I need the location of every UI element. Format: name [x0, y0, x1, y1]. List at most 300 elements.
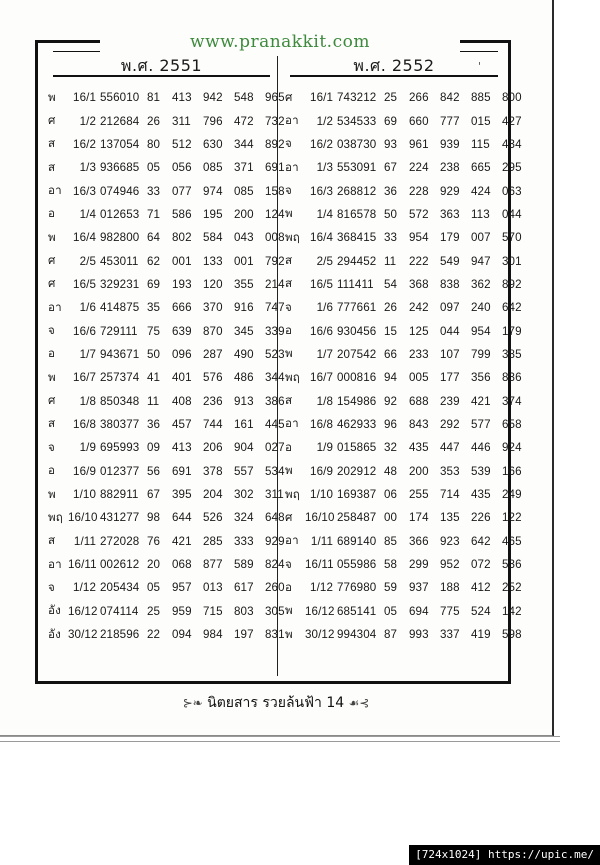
three-digit-c: 486	[234, 371, 254, 385]
two-digit-prize: 50	[384, 207, 398, 221]
result-row	[48, 133, 287, 156]
three-digit-d: 063	[502, 184, 522, 198]
two-digit-prize: 35	[147, 301, 161, 315]
three-digit-b: 013	[203, 581, 223, 595]
draw-date: 1/6	[316, 301, 333, 315]
two-digit-prize: 36	[384, 184, 398, 198]
first-prize: 137054	[100, 137, 140, 151]
three-digit-d: 427	[502, 114, 522, 128]
draw-date: 30/12	[305, 628, 335, 642]
draw-date: 16/1	[310, 91, 333, 105]
result-row	[285, 436, 524, 459]
three-digit-b: 120	[203, 277, 223, 291]
three-digit-d: 831	[265, 628, 285, 642]
draw-date: 16/3	[73, 184, 96, 198]
two-digit-prize: 67	[147, 488, 161, 502]
three-digit-c: 007	[471, 231, 491, 245]
two-digit-prize: 26	[147, 114, 161, 128]
draw-date: 1/8	[316, 394, 333, 408]
weekday-abbr: อ	[48, 207, 56, 221]
three-digit-c: 356	[471, 371, 491, 385]
two-digit-prize: 87	[384, 628, 398, 642]
draw-date: 16/9	[310, 464, 333, 478]
first-prize: 368415	[337, 231, 377, 245]
two-digit-prize: 50	[147, 347, 161, 361]
result-row	[285, 389, 524, 412]
two-digit-prize: 11	[147, 394, 160, 408]
result-row	[48, 436, 287, 459]
weekday-abbr: จ	[285, 184, 292, 198]
result-row	[48, 623, 287, 646]
three-digit-c: 197	[234, 628, 254, 642]
two-digit-prize: 06	[384, 488, 398, 502]
result-row	[48, 460, 287, 483]
three-digit-d: 124	[265, 207, 285, 221]
result-row	[285, 506, 524, 529]
first-prize: 258487	[337, 511, 377, 525]
draw-date: 16/12	[68, 604, 98, 618]
three-digit-d: 824	[265, 558, 285, 572]
three-digit-a: 586	[172, 207, 192, 221]
three-digit-a: 200	[409, 464, 429, 478]
results-column-2552	[285, 86, 524, 646]
weekday-abbr: จ	[285, 557, 292, 571]
three-digit-b: 085	[203, 161, 223, 175]
weekday-abbr: พ	[48, 90, 56, 104]
three-digit-b: 549	[440, 254, 460, 268]
weekday-abbr: ส	[48, 534, 56, 548]
three-digit-c: 472	[234, 114, 254, 128]
three-digit-d: 339	[265, 324, 285, 338]
two-digit-prize: 11	[384, 254, 397, 268]
two-digit-prize: 58	[384, 558, 398, 572]
first-prize: 462933	[337, 417, 377, 431]
three-digit-a: 056	[172, 161, 192, 175]
three-digit-a: 001	[172, 254, 192, 268]
weekday-abbr: ศ	[285, 90, 293, 104]
result-row	[285, 600, 524, 623]
draw-date: 16/10	[68, 511, 98, 525]
three-digit-b: 715	[203, 604, 223, 618]
first-prize: 776980	[337, 581, 377, 595]
first-prize: 154986	[337, 394, 377, 408]
two-digit-prize: 05	[147, 161, 161, 175]
three-digit-d: 648	[265, 511, 285, 525]
page-footer	[0, 692, 552, 714]
weekday-abbr: พฤ	[48, 510, 63, 524]
three-digit-b: 744	[203, 417, 223, 431]
three-digit-c: 412	[471, 581, 491, 595]
weekday-abbr: จ	[48, 440, 55, 454]
three-digit-c: 446	[471, 441, 491, 455]
three-digit-c: 490	[234, 347, 254, 361]
draw-date: 16/8	[310, 417, 333, 431]
three-digit-c: 803	[234, 604, 254, 618]
three-digit-a: 174	[409, 511, 429, 525]
three-digit-c: 345	[234, 324, 254, 338]
draw-date: 1/4	[79, 207, 96, 221]
first-prize: 002612	[100, 558, 140, 572]
first-prize: 816578	[337, 207, 377, 221]
three-digit-a: 421	[172, 534, 192, 548]
three-digit-a: 233	[409, 347, 429, 361]
draw-date: 16/8	[73, 417, 96, 431]
three-digit-b: 204	[203, 488, 223, 502]
three-digit-a: 068	[172, 558, 192, 572]
weekday-abbr: พ	[285, 464, 293, 478]
three-digit-d: 249	[502, 488, 522, 502]
first-prize: 000816	[337, 371, 377, 385]
three-digit-d: 166	[502, 464, 522, 478]
first-prize: 294452	[337, 254, 377, 268]
three-digit-b: 188	[440, 581, 460, 595]
two-digit-prize: 69	[384, 114, 398, 128]
three-digit-d: 158	[265, 184, 285, 198]
two-digit-prize: 76	[147, 534, 161, 548]
three-digit-a: 413	[172, 441, 192, 455]
result-row	[285, 530, 524, 553]
first-prize: 380377	[100, 417, 140, 431]
three-digit-b: 353	[440, 464, 460, 478]
two-digit-prize: 67	[384, 161, 398, 175]
three-digit-c: 355	[234, 277, 254, 291]
three-digit-d: 534	[265, 464, 285, 478]
first-prize: 012377	[100, 464, 140, 478]
first-prize: 169387	[337, 488, 377, 502]
three-digit-c: 113	[471, 207, 490, 221]
three-digit-a: 435	[409, 441, 429, 455]
draw-date: 16/2	[73, 137, 96, 151]
result-row	[48, 319, 287, 342]
weekday-abbr: ศ	[48, 114, 56, 128]
three-digit-b: 447	[440, 441, 460, 455]
weekday-abbr: พ	[285, 347, 293, 361]
three-digit-b: 929	[440, 184, 460, 198]
first-prize: 850348	[100, 394, 140, 408]
draw-date: 1/4	[316, 207, 333, 221]
first-prize: 556010	[100, 91, 140, 105]
two-digit-prize: 22	[147, 628, 161, 642]
draw-date: 2/5	[316, 254, 333, 268]
draw-date: 16/10	[305, 511, 335, 525]
first-prize: 207542	[337, 347, 377, 361]
three-digit-d: 252	[502, 581, 522, 595]
result-row	[48, 156, 287, 179]
header-mark: '	[478, 60, 482, 73]
two-digit-prize: 62	[147, 254, 161, 268]
three-digit-b: 775	[440, 604, 460, 618]
three-digit-a: 802	[172, 231, 192, 245]
draw-date: 1/12	[73, 581, 96, 595]
result-row	[48, 483, 287, 506]
three-digit-a: 961	[409, 137, 429, 151]
three-digit-b: 984	[203, 628, 223, 642]
weekday-abbr: พฤ	[285, 370, 300, 384]
weekday-abbr: ส	[48, 417, 56, 431]
weekday-abbr: พ	[48, 230, 56, 244]
draw-date: 1/10	[310, 488, 333, 502]
draw-date: 16/2	[310, 137, 333, 151]
result-row	[48, 530, 287, 553]
first-prize: 943671	[100, 347, 140, 361]
weekday-abbr: ศ	[48, 394, 56, 408]
weekday-abbr: อา	[285, 114, 299, 128]
three-digit-d: 792	[265, 254, 285, 268]
two-digit-prize: 96	[384, 417, 398, 431]
result-row	[48, 576, 287, 599]
three-digit-b: 239	[440, 394, 460, 408]
three-digit-b: 107	[440, 347, 460, 361]
result-row	[48, 366, 287, 389]
first-prize: 015865	[337, 441, 377, 455]
weekday-abbr: อา	[48, 184, 62, 198]
three-digit-c: 085	[234, 184, 254, 198]
first-prize: 930456	[337, 324, 377, 338]
page-edge-line	[0, 741, 560, 742]
three-digit-b: 576	[203, 371, 223, 385]
three-digit-d: 836	[502, 371, 522, 385]
weekday-abbr: อัง	[48, 604, 61, 618]
result-row	[285, 483, 524, 506]
draw-date: 1/3	[316, 161, 333, 175]
three-digit-b: 044	[440, 324, 460, 338]
three-digit-b: 370	[203, 301, 223, 315]
two-digit-prize: 92	[384, 394, 398, 408]
two-digit-prize: 98	[147, 511, 161, 525]
three-digit-b: 206	[203, 441, 223, 455]
three-digit-a: 311	[172, 114, 191, 128]
two-digit-prize: 93	[384, 137, 398, 151]
weekday-abbr: พ	[48, 370, 56, 384]
two-digit-prize: 36	[147, 417, 161, 431]
draw-date: 1/2	[79, 114, 96, 128]
first-prize: 257374	[100, 371, 140, 385]
first-prize: 689140	[337, 534, 377, 548]
weekday-abbr: พฤ	[285, 487, 300, 501]
first-prize: 695993	[100, 441, 140, 455]
draw-date: 1/10	[73, 488, 96, 502]
three-digit-d: 929	[265, 534, 285, 548]
three-digit-c: 947	[471, 254, 491, 268]
three-digit-b: 942	[203, 91, 223, 105]
three-digit-b: 939	[440, 137, 460, 151]
three-digit-d: 008	[265, 231, 285, 245]
three-digit-b: 378	[203, 464, 223, 478]
magazine-title: นิตยสาร รวยล้นฟ้า 14	[207, 695, 345, 711]
weekday-abbr: อ	[48, 464, 56, 478]
three-digit-c: 916	[234, 301, 254, 315]
three-digit-a: 843	[409, 417, 429, 431]
draw-date: 16/9	[73, 464, 96, 478]
three-digit-d: 800	[502, 91, 522, 105]
three-digit-a: 094	[172, 628, 192, 642]
three-digit-c: 421	[471, 394, 491, 408]
weekday-abbr: ส	[48, 160, 56, 174]
two-digit-prize: 25	[384, 91, 398, 105]
three-digit-d: 642	[502, 301, 522, 315]
first-prize: 205434	[100, 581, 140, 595]
two-digit-prize: 56	[147, 464, 161, 478]
first-prize: 777661	[337, 301, 377, 315]
weekday-abbr: พ	[285, 207, 293, 221]
three-digit-d: 142	[502, 604, 522, 618]
three-digit-d: 965	[265, 91, 285, 105]
three-digit-c: 015	[471, 114, 491, 128]
draw-date: 30/12	[68, 628, 98, 642]
weekday-abbr: อา	[285, 534, 299, 548]
weekday-abbr: พฤ	[285, 230, 300, 244]
three-digit-a: 572	[409, 207, 429, 221]
three-digit-d: 044	[502, 207, 522, 221]
draw-date: 2/5	[79, 254, 96, 268]
two-digit-prize: 69	[147, 277, 161, 291]
draw-date: 1/12	[310, 581, 333, 595]
draw-date: 1/7	[79, 347, 96, 361]
two-digit-prize: 25	[147, 604, 161, 618]
three-digit-b: 796	[203, 114, 223, 128]
three-digit-a: 993	[409, 628, 429, 642]
result-row	[48, 343, 287, 366]
three-digit-c: 072	[471, 558, 491, 572]
three-digit-d: 732	[265, 114, 285, 128]
first-prize: 453011	[100, 254, 139, 268]
three-digit-a: 077	[172, 184, 192, 198]
three-digit-c: 200	[234, 207, 254, 221]
result-row	[48, 506, 287, 529]
weekday-abbr: อัง	[48, 627, 61, 641]
three-digit-c: 324	[234, 511, 254, 525]
three-digit-d: 598	[502, 628, 522, 642]
three-digit-d: 027	[265, 441, 285, 455]
two-digit-prize: 26	[384, 301, 398, 315]
three-digit-b: 179	[440, 231, 460, 245]
first-prize: 982800	[100, 231, 140, 245]
weekday-abbr: อ	[48, 347, 56, 361]
two-digit-prize: 05	[384, 604, 398, 618]
two-digit-prize: 09	[147, 441, 161, 455]
result-row	[48, 273, 287, 296]
two-digit-prize: 32	[384, 441, 398, 455]
draw-date: 16/12	[305, 604, 335, 618]
three-digit-d: 892	[502, 277, 522, 291]
year-heading-2552: พ.ศ. 2552	[353, 56, 435, 75]
first-prize: 218596	[100, 628, 140, 642]
three-digit-c: 435	[471, 488, 491, 502]
weekday-abbr: อา	[48, 557, 62, 571]
weekday-abbr: พ	[285, 627, 293, 641]
first-prize: 038730	[337, 137, 377, 151]
three-digit-a: 457	[172, 417, 192, 431]
three-digit-b: 238	[440, 161, 460, 175]
three-digit-d: 311	[265, 488, 284, 502]
three-digit-a: 266	[409, 91, 429, 105]
three-digit-c: 617	[234, 581, 254, 595]
three-digit-d: 295	[502, 161, 522, 175]
weekday-abbr: ศ	[285, 510, 293, 524]
draw-date: 16/11	[68, 558, 97, 572]
three-digit-a: 193	[172, 277, 192, 291]
three-digit-c: 799	[471, 347, 491, 361]
three-digit-b: 285	[203, 534, 223, 548]
draw-date: 16/1	[73, 91, 96, 105]
three-digit-d: 691	[265, 161, 285, 175]
three-digit-a: 694	[409, 604, 429, 618]
three-digit-c: 548	[234, 91, 254, 105]
first-prize: 553091	[337, 161, 377, 175]
page-edge-line	[0, 736, 560, 737]
three-digit-c: 524	[471, 604, 491, 618]
three-digit-c: 240	[471, 301, 491, 315]
result-row	[48, 109, 287, 132]
weekday-abbr: ศ	[48, 277, 56, 291]
two-digit-prize: 15	[384, 324, 398, 338]
three-digit-a: 413	[172, 91, 192, 105]
two-digit-prize: 75	[147, 324, 161, 338]
result-row	[48, 86, 287, 109]
weekday-abbr: อา	[285, 417, 299, 431]
three-digit-a: 401	[172, 371, 192, 385]
three-digit-b: 838	[440, 277, 460, 291]
three-digit-a: 096	[172, 347, 192, 361]
weekday-abbr: จ	[48, 580, 55, 594]
three-digit-d: 924	[502, 441, 522, 455]
weekday-abbr: จ	[285, 137, 292, 151]
weekday-abbr: อา	[285, 160, 299, 174]
two-digit-prize: 00	[384, 511, 398, 525]
two-digit-prize: 80	[147, 137, 161, 151]
result-row	[48, 553, 287, 576]
three-digit-b: 337	[440, 628, 460, 642]
two-digit-prize: 20	[147, 558, 161, 572]
results-column-2551	[48, 86, 287, 646]
first-prize: 431277	[100, 511, 140, 525]
weekday-abbr: อ	[285, 580, 293, 594]
result-row	[285, 576, 524, 599]
three-digit-b: 714	[440, 488, 460, 502]
result-row	[285, 133, 524, 156]
result-row	[48, 179, 287, 202]
three-digit-b: 877	[203, 558, 223, 572]
three-digit-c: 115	[471, 137, 490, 151]
result-row	[285, 366, 524, 389]
three-digit-d: 892	[265, 137, 285, 151]
result-row	[285, 179, 524, 202]
three-digit-c: 226	[471, 511, 491, 525]
result-row	[48, 296, 287, 319]
first-prize: 212684	[100, 114, 140, 128]
three-digit-c: 419	[471, 628, 491, 642]
draw-date: 1/9	[79, 441, 96, 455]
three-digit-b: 177	[440, 371, 460, 385]
weekday-abbr: พ	[48, 487, 56, 501]
weekday-abbr: ส	[48, 137, 56, 151]
three-digit-a: 639	[172, 324, 192, 338]
weekday-abbr: อ	[285, 324, 293, 338]
draw-date: 1/6	[79, 301, 96, 315]
three-digit-b: 195	[203, 207, 223, 221]
three-digit-d: 385	[502, 347, 522, 361]
three-digit-d: 658	[502, 417, 522, 431]
three-digit-a: 366	[409, 534, 429, 548]
result-row	[285, 623, 524, 646]
weekday-abbr: ศ	[48, 254, 56, 268]
three-digit-b: 584	[203, 231, 223, 245]
three-digit-b: 777	[440, 114, 460, 128]
three-digit-a: 222	[409, 254, 429, 268]
result-row	[285, 460, 524, 483]
first-prize: 111411	[337, 277, 374, 291]
three-digit-c: 913	[234, 394, 254, 408]
